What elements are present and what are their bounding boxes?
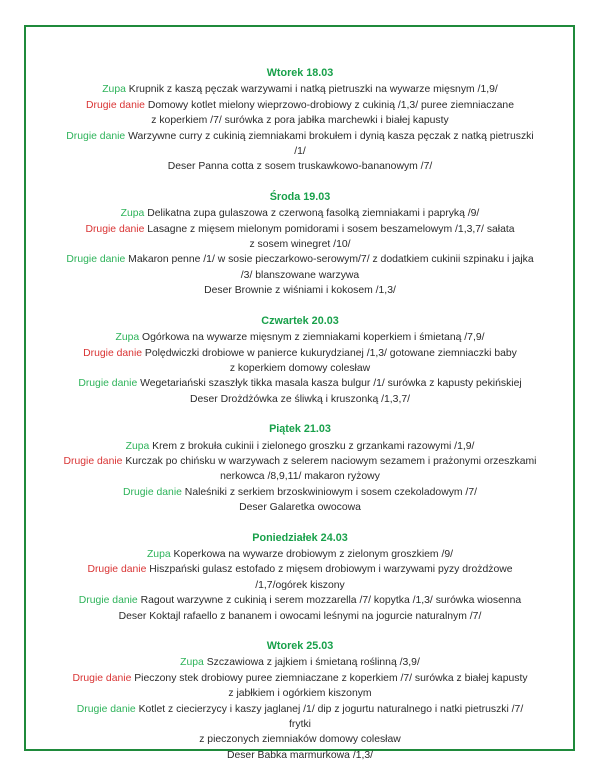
dish-text: Deser Drożdżówka ze śliwką i kruszonką /1,3,7/ [189,393,411,405]
dish-text: Wegetariański szaszłyk tikka masala kasza bulgur /1/ surówka z kapusty pekińskiej [137,378,522,390]
dish-text: Polędwiczki drobiowe w panierce kukurydzianej /1,3/ gotowane ziemniaczki baby [142,347,517,359]
weekly-menu [60,66,540,778]
dish-text: Hiszpański gulasz estofado z mięsem drobiowym i warzywami pyzy drożdżowe [146,564,513,576]
dish-text: z sosem winegret /10/ [249,239,351,251]
dish-text: /3/ blanszowane warzywa [240,269,360,281]
dish-text: z pieczonych ziemniaków domowy colesław [199,734,401,746]
dish-category-label: Zupa [102,84,126,96]
menu-line [60,144,540,159]
dish-text: Deser Panna cotta z sosem truskawkowo-bananowym /7/ [167,161,433,173]
dish-text: Koperkowa na wywarze drobiowym z zielonym groszkiem /9/ [170,548,454,560]
dish-category-label: Drugie danie [72,672,132,684]
dish-text: z jabłkiem i ogórkiem kiszonym [228,688,372,700]
menu-line [60,129,540,144]
dish-text: /1/ [294,146,306,158]
dish-text: frytki [289,719,311,731]
menu-line [60,330,540,345]
dish-category-label: Drugie danie [66,130,126,142]
menu-line [60,454,540,469]
dish-text: Krupnik z kaszą pęczak warzywami i natką pietruszki na wywarze mięsnym /1,9/ [125,84,498,96]
dish-text: Kurczak po chińsku w warzywach z selerem naciowym sezamem i prażonymi orzeszkami [122,455,537,467]
day-title: Wtorek 25.03 [266,640,334,652]
menu-line [60,439,540,454]
menu-line [60,562,540,577]
dish-text: Deser Koktajl rafaello z bananem i owocami leśnymi na jogurcie naturalnym /7/ [118,610,482,622]
dish-text: Ragout warzywne z cukinią i serem mozzarella /7/ kopytka /1,3/ surówka wiosenna [137,595,522,607]
menu-line [60,283,540,298]
menu-line [60,500,540,515]
menu-line [60,717,540,732]
menu-line [60,469,540,484]
menu-line [60,578,540,593]
dish-category-label: Drugie danie [78,595,138,607]
dish-text: /1,7/ogórek kiszony [255,579,345,591]
menu-line [60,485,540,500]
dish-text: Naleśniki z serkiem brzoskwiniowym i sosem czekoladowym /7/ [181,486,477,498]
menu-line [60,82,540,97]
dish-text: Delikatna zupa gulaszowa z czerwoną fasolką ziemniakami i papryką /9/ [144,208,480,220]
day-title: Wtorek 18.03 [266,67,334,79]
dish-category-label: Zupa [120,208,145,220]
menu-line [60,361,540,376]
dish-text: nerkowca /8,9,11/ makaron ryżowy [220,471,380,483]
menu-line [60,609,540,624]
menu-line [60,222,540,237]
menu-line [60,686,540,701]
menu-line [60,593,540,608]
dish-category-label: Drugie danie [87,564,147,576]
menu-line [60,392,540,407]
dish-category-label: Drugie danie [86,99,145,111]
dish-text: Makaron penne /1/ w sosie pieczarkowo-serowym/7/ z dodatkiem cukinii szpinaku i jajka [125,254,534,266]
menu-line [60,702,540,717]
menu-day [60,314,540,407]
menu-line [60,655,540,670]
dish-text: Warzywne curry z cukinią ziemniakami brokułem i dynią kasza pęczak z natką pietruszki [125,130,534,142]
dish-text: Deser Brownie z wiśniami i kokosem /1,3/ [204,285,396,297]
dish-category-label: Drugie danie [83,347,143,359]
menu-day [60,422,540,515]
dish-category-label: Zupa [146,548,171,560]
menu-line [60,159,540,174]
dish-text: Deser Babka marmurkowa /1,3/ [226,749,374,761]
menu-day [60,639,540,763]
menu-line [60,346,540,361]
day-title: Czwartek 20.03 [261,314,339,327]
menu-line [60,748,540,763]
menu-day [60,190,540,299]
menu-day [60,66,540,175]
dish-category-label: Drugie danie [66,254,126,266]
dish-text: Szczawiowa z jajkiem i śmietaną roślinną /3,9/ [203,657,420,669]
dish-category-label: Drugie danie [63,455,123,467]
dish-text: Krem z brokuła cukinii i zielonego groszku z grzankami razowymi /1,9/ [149,440,475,452]
dish-category-label: Drugie danie [123,486,182,498]
day-title: Piątek 21.03 [269,423,331,436]
dish-category-label: Zupa [180,657,204,669]
dish-text: Domowy kotlet mielony wieprzowo-drobiowy z cukinią /1,3/ puree ziemniaczane [144,99,514,111]
dish-text: Kotlet z ciecierzycy i kaszy jaglanej /1/ dip z jogurtu naturalnego i natki pietruszki /7/ [135,703,524,715]
menu-line [60,98,540,113]
dish-text: z koperkiem domowy colesław [229,362,371,374]
menu-line [60,376,540,391]
menu-line [60,237,540,252]
dish-text: Lasagne z mięsem mielonym pomidorami i sosem beszamelowym /1,3,7/ sałata [144,223,515,235]
dish-category-label: Zupa [125,440,150,452]
menu-line [60,206,540,221]
dish-category-label: Drugie danie [76,703,136,715]
menu-line [60,547,540,562]
menu-line [60,268,540,283]
dish-text: z koperkiem /7/ surówka z pora jabłka marchewki i białej kapusty [151,115,449,127]
menu-day [60,531,540,624]
day-title: Poniedziałek 24.03 [252,531,348,544]
dish-category-label: Drugie danie [78,378,138,390]
menu-line [60,671,540,686]
dish-category-label: Drugie danie [85,223,145,235]
dish-text: Pieczony stek drobiowy puree ziemniaczane z koperkiem /7/ surówka z białej kapusty [131,672,528,684]
day-title: Środa 19.03 [269,190,331,203]
menu-line [60,252,540,267]
menu-line [60,113,540,128]
dish-text: Ogórkowa na wywarze mięsnym z ziemniakami koperkiem i śmietaną /7,9/ [139,332,485,344]
menu-line [60,732,540,747]
dish-category-label: Zupa [115,332,140,344]
dish-text: Deser Galaretka owocowa [239,502,361,514]
